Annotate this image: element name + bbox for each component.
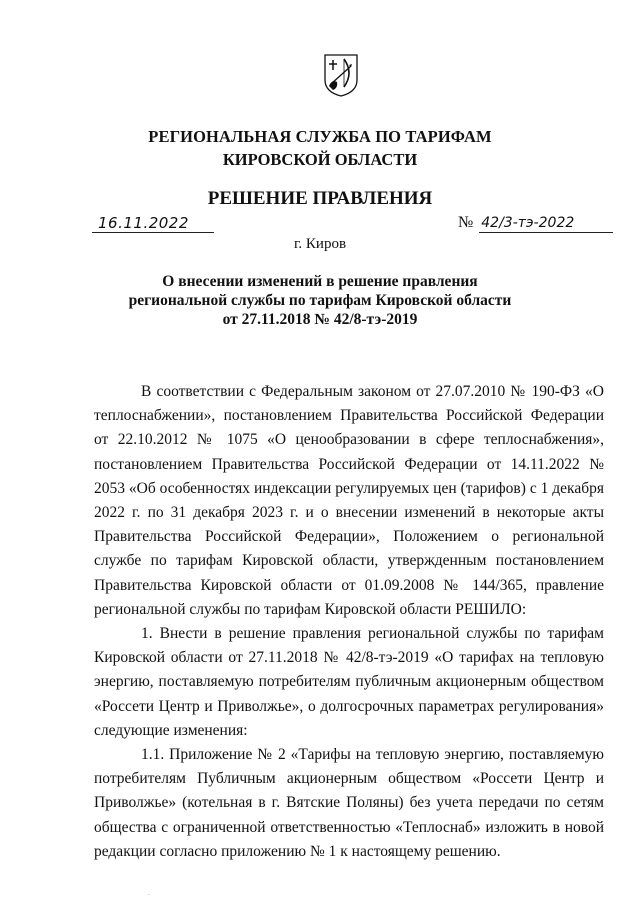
organization-name-line1: РЕГИОНАЛЬНАЯ СЛУЖБА ПО ТАРИФАМ (148, 127, 492, 146)
body-paragraph-item-1: 1. Внести в решение правления региональной службы по тарифам Кировской области от 27.11.2018 № 42/8-тэ-2019 «О тарифах на тепловую энергию, поставляемую потребителям публичным акционерным обществом «Россети Центр и Приволжье», о долгосрочных параметрах регулирования» следующие изменения: (94, 625, 604, 739)
decision-number-block (458, 214, 613, 233)
coat-of-arms-emblem (323, 52, 359, 98)
city: г. Киров (293, 236, 347, 252)
organization-name-line2: КИРОВСКОЙ ОБЛАСТИ (222, 150, 418, 169)
subject-line2: региональной службы по тарифам Кировской области (128, 292, 512, 309)
subject-line1: О внесении изменений в решение правления (162, 273, 478, 290)
number-sign: № (458, 214, 474, 231)
body-paragraph-preamble: В соответствии с Федеральным законом от 27.07.2010 № 190-ФЗ «О теплоснабжении», постановлением Правительства Российской Федерации от 22.10.2012 № 1075 «О ценообразовании в сфере теплоснабжения», постановлением Правительства Российской Федерации от 14.11.2022 № 2053 «Об особенностях индексации регулируемых цен (тарифов) с 1 декабря 2022 г. по 31 декабря 2023 г. и о внесении изменений в некоторые акты Правительства Российской Федерации», Положением о региональной службе по тарифам Кировской области, утвержденным постановлением Правительства Кировской области от 01.09.2008 № 144/365, правление региональной службы по тарифам Кировской области РЕШИЛО: (94, 383, 604, 618)
page-mark: . (148, 888, 150, 897)
document-type-title: РЕШЕНИЕ ПРАВЛЕНИЯ (207, 188, 433, 209)
subject-line3: от 27.11.2018 № 42/8-тэ-2019 (222, 311, 418, 328)
decision-number: 42/3-тэ-2022 (479, 214, 613, 233)
document-body (94, 380, 604, 864)
body-paragraph-item-1-1: 1.1. Приложение № 2 «Тарифы на тепловую энергию, поставляемую потребителям Публичным акционерным обществом «Россети Центр и Приволжье» (котельная в г. Вятские Поляны) без учета передачи по сетям общества с ограниченной ответственностью «Теплоснаб» изложить в новой редакции согласно приложению № 1 к настоящему решению. (94, 746, 604, 860)
decision-date: 16.11.2022 (92, 214, 214, 233)
